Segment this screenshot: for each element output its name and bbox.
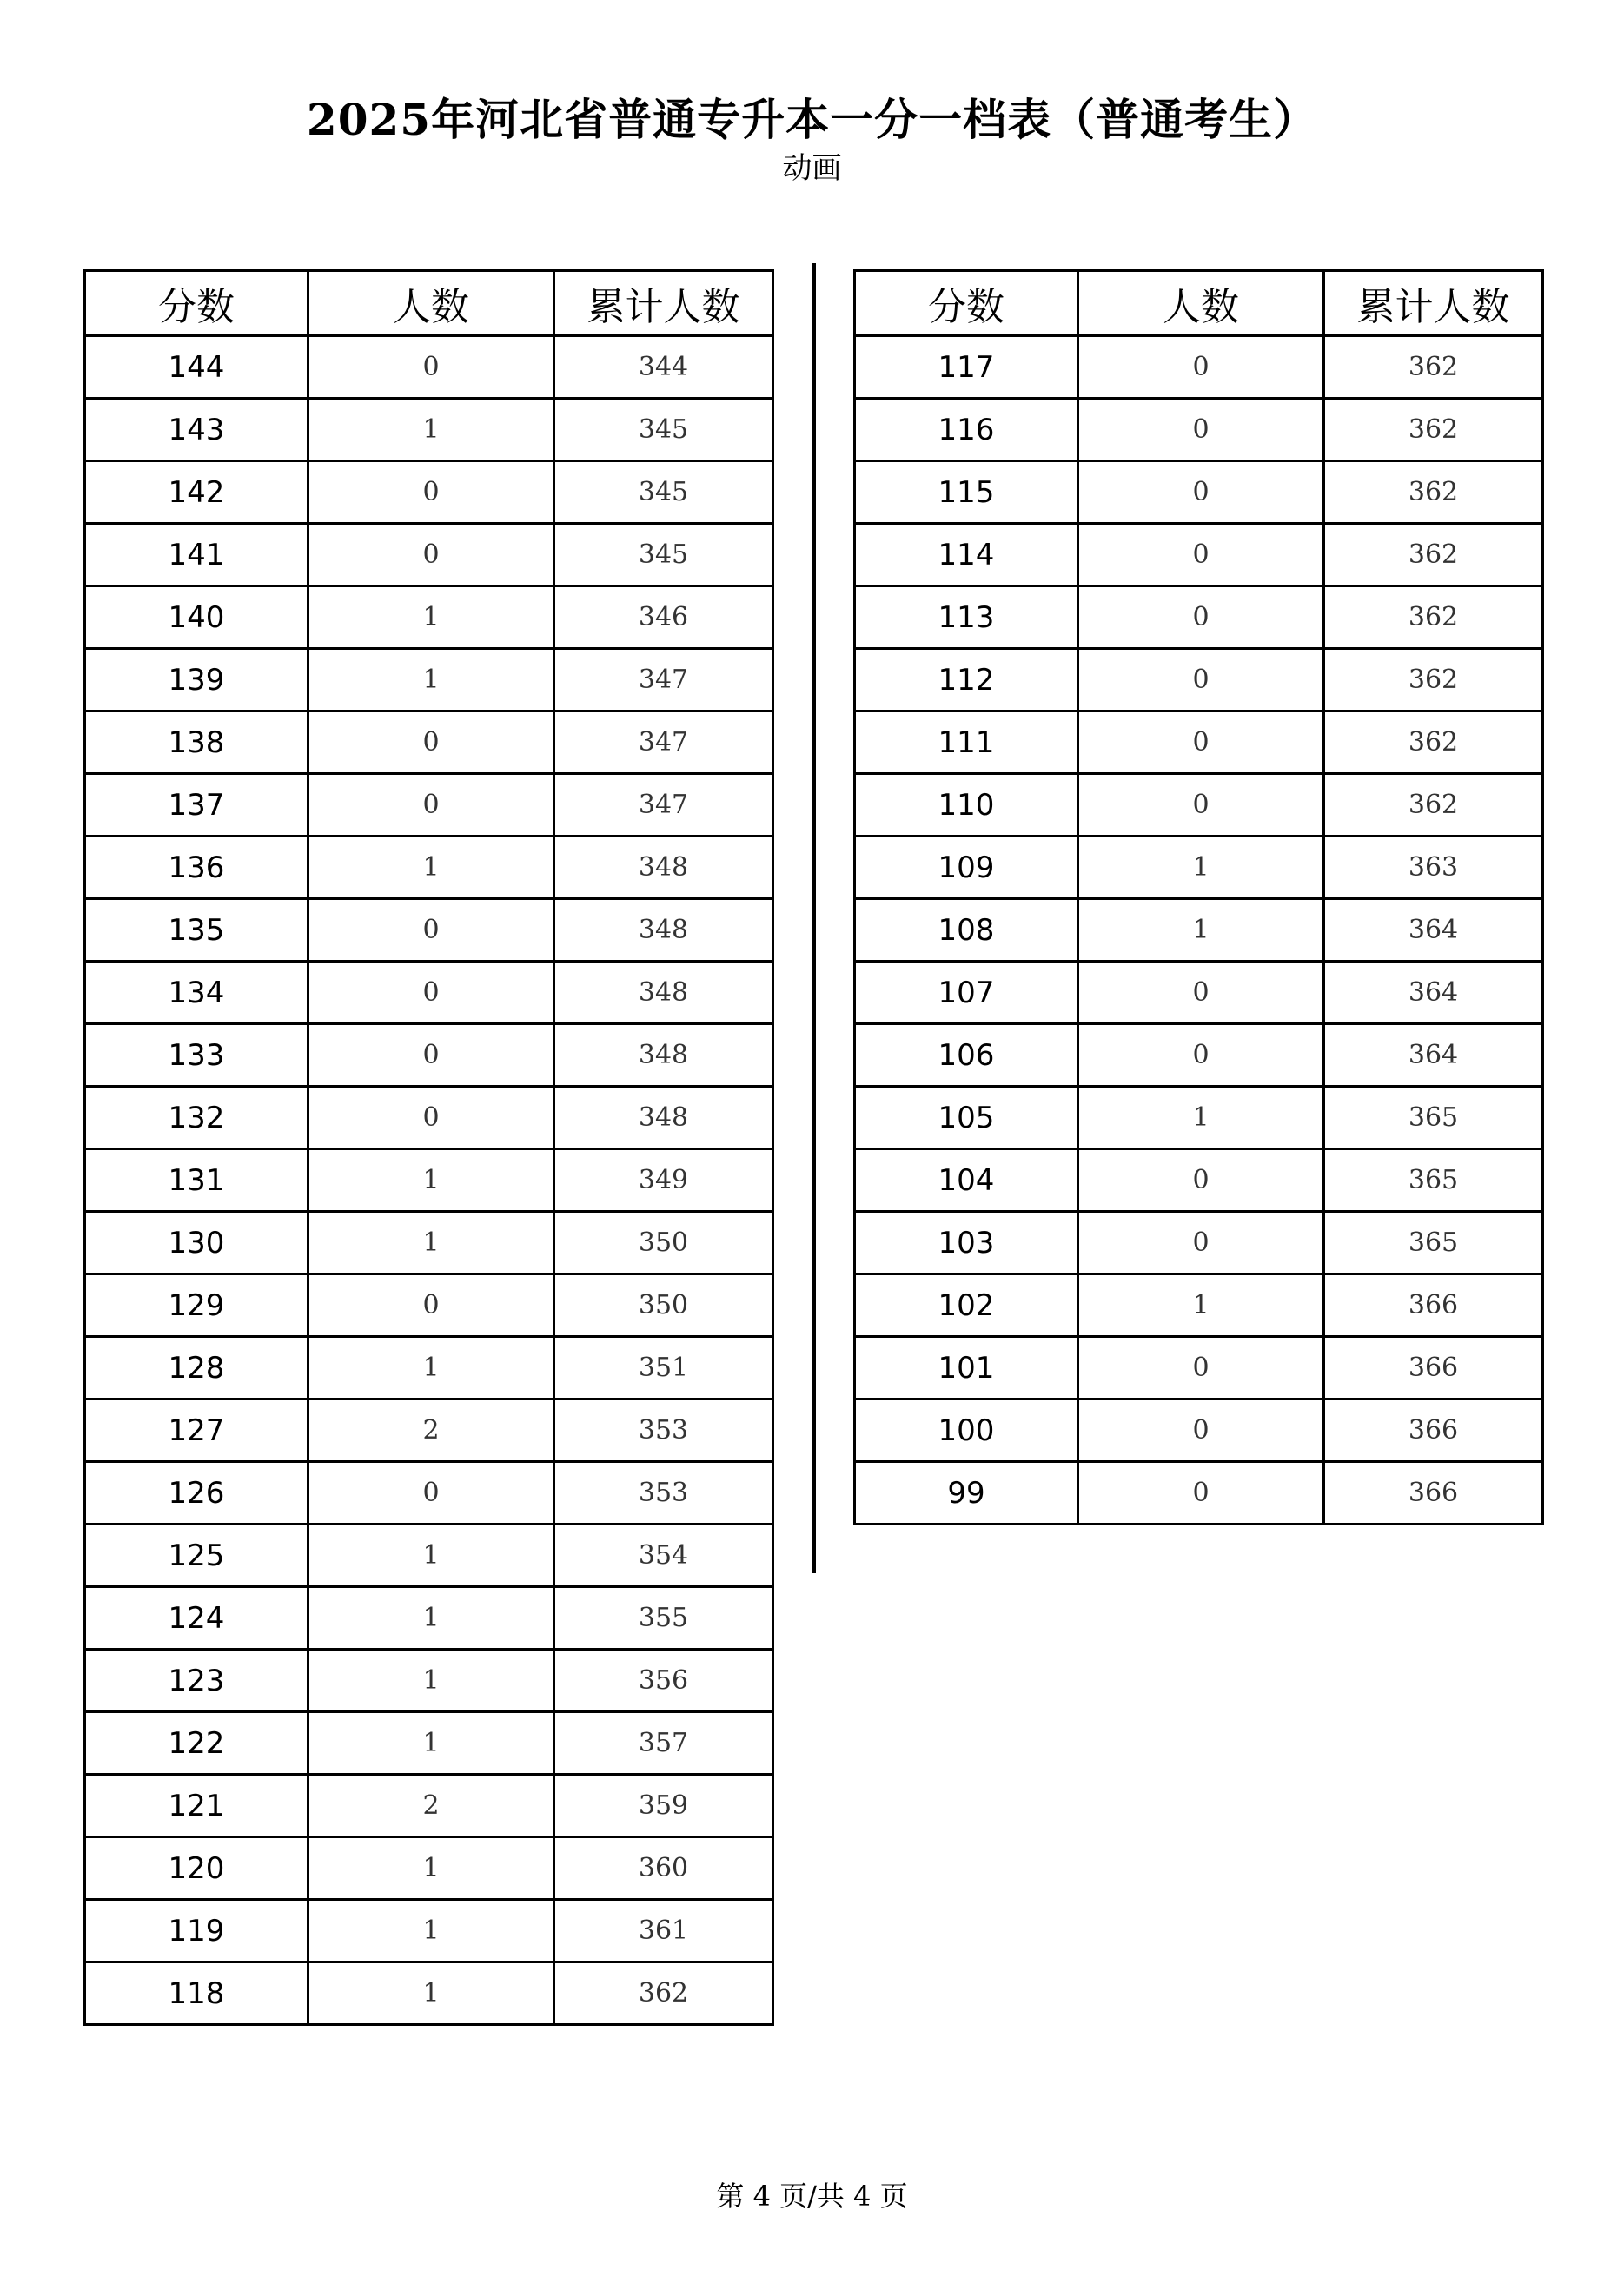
table-row <box>85 1274 773 1337</box>
count-cell: 0 <box>1078 1337 1324 1399</box>
count-cell: 1 <box>1078 837 1324 899</box>
score-cell: 140 <box>85 586 308 649</box>
table-row <box>855 1087 1543 1149</box>
cum-cell: 356 <box>554 1650 773 1712</box>
count-cell: 0 <box>1078 586 1324 649</box>
cum-cell: 347 <box>554 649 773 711</box>
count-cell: 2 <box>308 1775 554 1837</box>
table-row <box>855 461 1543 524</box>
score-cell: 130 <box>85 1212 308 1274</box>
header-cumulative: 累计人数 <box>554 271 773 336</box>
cum-cell: 366 <box>1324 1462 1543 1525</box>
count-cell: 0 <box>308 899 554 962</box>
count-cell: 1 <box>1078 1087 1324 1149</box>
cum-cell: 366 <box>1324 1399 1543 1462</box>
table-row <box>85 461 773 524</box>
cum-cell: 361 <box>554 1900 773 1962</box>
column-divider <box>812 263 816 1573</box>
table-row <box>85 1900 773 1962</box>
header-cumulative: 累计人数 <box>1324 271 1543 336</box>
count-cell: 1 <box>308 1587 554 1650</box>
score-cell: 111 <box>855 711 1078 774</box>
table-row <box>855 336 1543 399</box>
score-cell: 117 <box>855 336 1078 399</box>
score-table-left <box>83 269 774 2026</box>
cum-cell: 362 <box>1324 774 1543 837</box>
cum-cell: 359 <box>554 1775 773 1837</box>
score-cell: 103 <box>855 1212 1078 1274</box>
cum-cell: 364 <box>1324 962 1543 1024</box>
table-row <box>855 524 1543 586</box>
score-cell: 125 <box>85 1525 308 1587</box>
score-cell: 133 <box>85 1024 308 1087</box>
score-cell: 126 <box>85 1462 308 1525</box>
cum-cell: 346 <box>554 586 773 649</box>
score-cell: 141 <box>85 524 308 586</box>
table-row <box>85 1712 773 1775</box>
cum-cell: 360 <box>554 1837 773 1900</box>
table-row <box>855 837 1543 899</box>
header-score: 分数 <box>85 271 308 336</box>
score-cell: 115 <box>855 461 1078 524</box>
count-cell: 1 <box>308 1712 554 1775</box>
table-row <box>85 336 773 399</box>
table-row <box>85 399 773 461</box>
score-cell: 99 <box>855 1462 1078 1525</box>
table-row <box>855 649 1543 711</box>
cum-cell: 366 <box>1324 1274 1543 1337</box>
count-cell: 0 <box>1078 399 1324 461</box>
cum-cell: 354 <box>554 1525 773 1587</box>
count-cell: 1 <box>308 1962 554 2025</box>
cum-cell: 345 <box>554 399 773 461</box>
score-cell: 137 <box>85 774 308 837</box>
table-row <box>855 774 1543 837</box>
cum-cell: 365 <box>1324 1087 1543 1149</box>
cum-cell: 347 <box>554 774 773 837</box>
score-cell: 110 <box>855 774 1078 837</box>
table-row <box>85 1399 773 1462</box>
count-cell: 0 <box>1078 336 1324 399</box>
table-row <box>85 1775 773 1837</box>
table-row <box>855 1462 1543 1525</box>
score-cell: 136 <box>85 837 308 899</box>
count-cell: 1 <box>308 1525 554 1587</box>
score-cell: 109 <box>855 837 1078 899</box>
count-cell: 0 <box>308 774 554 837</box>
cum-cell: 365 <box>1324 1212 1543 1274</box>
score-cell: 113 <box>855 586 1078 649</box>
count-cell: 0 <box>1078 1399 1324 1462</box>
table-row <box>855 899 1543 962</box>
score-cell: 104 <box>855 1149 1078 1212</box>
score-cell: 112 <box>855 649 1078 711</box>
table-row <box>855 711 1543 774</box>
page-title: 2025年河北省普通专升本一分一档表（普通考生） <box>306 94 1318 145</box>
score-cell: 135 <box>85 899 308 962</box>
count-cell: 0 <box>308 1274 554 1337</box>
count-cell: 1 <box>308 399 554 461</box>
header-count: 人数 <box>308 271 554 336</box>
score-cell: 101 <box>855 1337 1078 1399</box>
count-cell: 0 <box>1078 649 1324 711</box>
table-row <box>85 1212 773 1274</box>
cum-cell: 362 <box>1324 711 1543 774</box>
score-cell: 107 <box>855 962 1078 1024</box>
count-cell: 1 <box>308 586 554 649</box>
cum-cell: 345 <box>554 461 773 524</box>
cum-cell: 349 <box>554 1149 773 1212</box>
cum-cell: 362 <box>1324 336 1543 399</box>
count-cell: 0 <box>1078 774 1324 837</box>
table-row <box>85 1962 773 2025</box>
count-cell: 0 <box>308 962 554 1024</box>
count-cell: 1 <box>308 1212 554 1274</box>
count-cell: 0 <box>1078 1149 1324 1212</box>
score-cell: 116 <box>855 399 1078 461</box>
cum-cell: 362 <box>1324 586 1543 649</box>
cum-cell: 350 <box>554 1212 773 1274</box>
cum-cell: 345 <box>554 524 773 586</box>
score-cell: 123 <box>85 1650 308 1712</box>
cum-cell: 364 <box>1324 899 1543 962</box>
table-row <box>85 1525 773 1587</box>
count-cell: 1 <box>308 1650 554 1712</box>
count-cell: 0 <box>308 524 554 586</box>
table-row <box>85 1024 773 1087</box>
score-cell: 139 <box>85 649 308 711</box>
cum-cell: 348 <box>554 837 773 899</box>
table-row <box>855 962 1543 1024</box>
count-cell: 0 <box>308 336 554 399</box>
table-row <box>85 1837 773 1900</box>
cum-cell: 344 <box>554 336 773 399</box>
count-cell: 2 <box>308 1399 554 1462</box>
cum-cell: 353 <box>554 1462 773 1525</box>
count-cell: 0 <box>1078 1212 1324 1274</box>
table-row <box>85 837 773 899</box>
count-cell: 0 <box>1078 1462 1324 1525</box>
count-cell: 1 <box>308 837 554 899</box>
count-cell: 0 <box>308 1462 554 1525</box>
count-cell: 0 <box>1078 461 1324 524</box>
count-cell: 0 <box>1078 711 1324 774</box>
cum-cell: 357 <box>554 1712 773 1775</box>
table-row <box>85 1149 773 1212</box>
count-cell: 1 <box>1078 899 1324 962</box>
score-cell: 127 <box>85 1399 308 1462</box>
cum-cell: 348 <box>554 899 773 962</box>
score-cell: 132 <box>85 1087 308 1149</box>
cum-cell: 362 <box>1324 461 1543 524</box>
table-header-row <box>855 271 1543 336</box>
count-cell: 0 <box>1078 962 1324 1024</box>
table-row <box>85 1087 773 1149</box>
table-row <box>85 711 773 774</box>
cum-cell: 362 <box>554 1962 773 2025</box>
table-row <box>855 1212 1543 1274</box>
count-cell: 0 <box>308 1087 554 1149</box>
table-row <box>85 962 773 1024</box>
score-cell: 134 <box>85 962 308 1024</box>
cum-cell: 351 <box>554 1337 773 1399</box>
table-row <box>855 1399 1543 1462</box>
score-cell: 144 <box>85 336 308 399</box>
score-cell: 119 <box>85 1900 308 1962</box>
score-cell: 138 <box>85 711 308 774</box>
count-cell: 1 <box>308 1337 554 1399</box>
page-subtitle: 动画 <box>782 151 842 186</box>
score-cell: 108 <box>855 899 1078 962</box>
count-cell: 1 <box>308 1837 554 1900</box>
score-table-right <box>853 269 1544 1525</box>
count-cell: 0 <box>1078 1024 1324 1087</box>
score-cell: 102 <box>855 1274 1078 1337</box>
table-row <box>85 1587 773 1650</box>
score-cell: 121 <box>85 1775 308 1837</box>
cum-cell: 366 <box>1324 1337 1543 1399</box>
table-row <box>85 1650 773 1712</box>
header-score: 分数 <box>855 271 1078 336</box>
score-cell: 142 <box>85 461 308 524</box>
count-cell: 1 <box>308 1149 554 1212</box>
cum-cell: 362 <box>1324 524 1543 586</box>
score-cell: 128 <box>85 1337 308 1399</box>
table-row <box>855 1024 1543 1087</box>
table-header-row <box>85 271 773 336</box>
count-cell: 1 <box>1078 1274 1324 1337</box>
score-cell: 106 <box>855 1024 1078 1087</box>
cum-cell: 364 <box>1324 1024 1543 1087</box>
count-cell: 0 <box>308 461 554 524</box>
table-row <box>85 524 773 586</box>
score-cell: 100 <box>855 1399 1078 1462</box>
cum-cell: 365 <box>1324 1149 1543 1212</box>
table-row <box>855 1337 1543 1399</box>
cum-cell: 347 <box>554 711 773 774</box>
cum-cell: 348 <box>554 962 773 1024</box>
cum-cell: 362 <box>1324 649 1543 711</box>
score-cell: 120 <box>85 1837 308 1900</box>
cum-cell: 350 <box>554 1274 773 1337</box>
table-row <box>85 649 773 711</box>
score-cell: 118 <box>85 1962 308 2025</box>
header-count: 人数 <box>1078 271 1324 336</box>
score-cell: 114 <box>855 524 1078 586</box>
count-cell: 1 <box>308 649 554 711</box>
table-row <box>855 1149 1543 1212</box>
score-cell: 105 <box>855 1087 1078 1149</box>
cum-cell: 348 <box>554 1087 773 1149</box>
score-cell: 124 <box>85 1587 308 1650</box>
table-row <box>85 1462 773 1525</box>
cum-cell: 363 <box>1324 837 1543 899</box>
table-row <box>85 899 773 962</box>
cum-cell: 353 <box>554 1399 773 1462</box>
count-cell: 0 <box>1078 524 1324 586</box>
count-cell: 0 <box>308 711 554 774</box>
table-row <box>85 774 773 837</box>
score-cell: 122 <box>85 1712 308 1775</box>
score-cell: 143 <box>85 399 308 461</box>
cum-cell: 355 <box>554 1587 773 1650</box>
table-row <box>855 1274 1543 1337</box>
table-row <box>855 586 1543 649</box>
page-footer: 第 4 页/共 4 页 <box>716 2180 908 2213</box>
cum-cell: 362 <box>1324 399 1543 461</box>
table-row <box>85 586 773 649</box>
cum-cell: 348 <box>554 1024 773 1087</box>
count-cell: 0 <box>308 1024 554 1087</box>
score-cell: 131 <box>85 1149 308 1212</box>
table-row <box>85 1337 773 1399</box>
table-row <box>855 399 1543 461</box>
count-cell: 1 <box>308 1900 554 1962</box>
score-cell: 129 <box>85 1274 308 1337</box>
